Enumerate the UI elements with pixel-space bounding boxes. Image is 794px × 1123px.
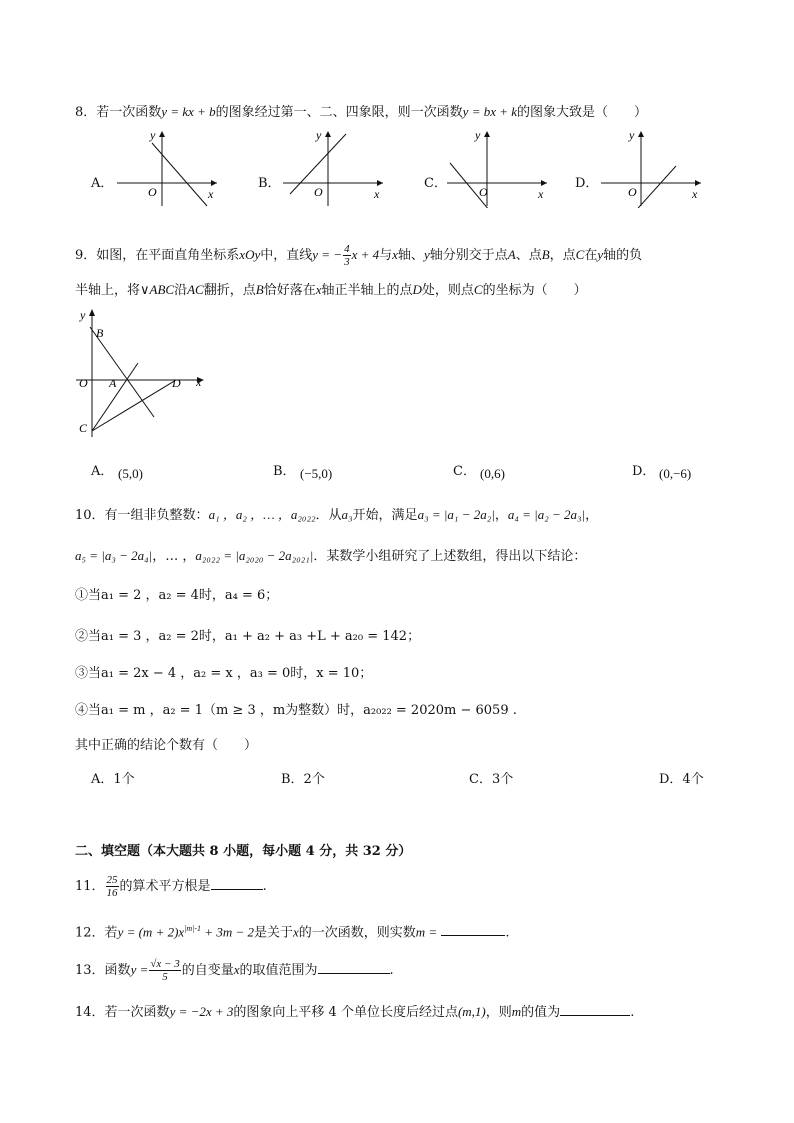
axis-y-label: y	[150, 128, 156, 142]
fig-point-a: A	[109, 376, 117, 390]
q8-stem: 8．若一次函数y = kx + b的图象经过第一、二、四象限，则一次函数y = bx + k的图象大致是（ ）	[75, 104, 648, 120]
q10-option-d[interactable]: D．4个	[659, 772, 704, 787]
axis-x-label: x	[538, 187, 544, 201]
q8-option-c[interactable]: C．	[424, 176, 447, 191]
q8-option-a[interactable]: A．	[91, 176, 114, 191]
q8-graph-a	[112, 128, 222, 208]
q10-option-a[interactable]: A．1个	[91, 772, 135, 787]
fraction-4-3: $\frac{4}{3}$	[344, 243, 350, 268]
fig-origin: O	[79, 376, 88, 390]
q8-graph-b	[278, 128, 388, 208]
q12: 12．若$y = (m + 2)x^{|m|-1} + 3m - 2$是关于x的一次函数，则实数m = .	[75, 924, 510, 941]
q8-graph-c	[442, 128, 552, 208]
q9-option-b[interactable]: B．	[273, 464, 296, 479]
fraction-25-16: $\frac{25}{16}$	[106, 874, 118, 899]
axis-y-label: y	[316, 128, 322, 142]
q10-stem-line1: 10．有一组非负整数：a₁ ，a₂ ，… ，a₂₀₂₂．从a₃开始，满足a₃ = |a₁ − 2a₂|，a₄ = |a₂ − 2a₃|，	[75, 507, 599, 523]
axis-x-label: x	[208, 187, 214, 201]
q9-option-b-value: (−5,0)	[300, 466, 333, 481]
fig-point-b: B	[96, 326, 104, 340]
q9-option-c[interactable]: C．	[453, 464, 476, 479]
q10-conclusion-3: ③当a₁ = 2x − 4 ，a₂ = x ，a₃ = 0时，x = 10；	[75, 666, 373, 681]
q9-stem-line2: 半轴上，将∨ABC沿AC翻折，点B恰好落在x轴正半轴上的点D处，则点C的坐标为（ ）	[75, 282, 587, 298]
section-fill-in-blank-title: 二、填空题（本大题共 8 小题，每小题 4 分，共 32 分）	[75, 844, 412, 859]
q14: 14．若一次函数y = −2x + 3的图象向上平移 4 个单位长度后经过点(m,1)，则m的值为 .	[75, 1004, 635, 1020]
fig-point-c: C	[79, 421, 88, 435]
q11: 11． $\frac{25}{16}$ 的算术平方根是 .	[75, 874, 267, 899]
q13-answer-blank[interactable]	[318, 961, 390, 974]
q11-answer-blank[interactable]	[211, 877, 263, 890]
fig-x-label: x	[196, 375, 202, 389]
q10-question: 其中正确的结论个数有（ ）	[75, 738, 258, 753]
origin-label: O	[479, 185, 488, 199]
origin-label: O	[148, 185, 157, 199]
q9-option-a-value: (5,0)	[118, 466, 143, 481]
axis-y-label: y	[629, 128, 635, 142]
q10-option-c[interactable]: C．3个	[469, 772, 514, 787]
q14-answer-blank[interactable]	[560, 1003, 630, 1016]
q13: 13．函数y = $\frac{√x - 3}{5}$ 的自变量x的取值范围为 .	[75, 958, 394, 983]
q9-stem-line1: 9．如图，在平面直角坐标系xOy中，直线y = − $\frac{4}{3}$ x + 4与x轴、y轴分别交于点A、点B，点C在y轴的负	[75, 243, 643, 268]
q9-option-d-value: (0,−6)	[659, 466, 692, 481]
q9-option-d[interactable]: D．	[632, 464, 656, 479]
q8-graph-d	[596, 128, 706, 208]
fig-y-label: y	[80, 308, 86, 322]
fig-point-d: D	[172, 376, 181, 390]
q8-option-b[interactable]: B．	[258, 176, 281, 191]
q9-figure	[72, 305, 212, 445]
q10-conclusion-2: ②当a₁ = 3 ，a₂ = 2时，a₁ + a₂ + a₃ +L + a₂₀ = 142；	[75, 629, 421, 644]
axis-x-label: x	[692, 187, 698, 201]
fraction-sqrt-x-minus-3-over-5: $\frac{√x - 3}{5}$	[150, 958, 180, 983]
origin-label: O	[314, 185, 323, 199]
q10-conclusion-4: ④当a₁ = m ，a₂ = 1（m ≥ 3 ，m为整数）时，a₂₀₂₂ = 2020m − 6059 .	[75, 703, 517, 718]
q9-option-a[interactable]: A．	[91, 464, 114, 479]
q9-option-c-value: (0,6)	[480, 466, 505, 481]
q10-stem-line2: a₅ = |a₃ − 2a₄|，… ，a₂₀₂₂ = |a₂₀₂₀ − 2a₂₀₂₁|．某数学小组研究了上述数组，得出以下结论：	[75, 548, 587, 564]
origin-label: O	[628, 185, 637, 199]
axis-y-label: y	[475, 128, 481, 142]
axis-x-label: x	[374, 187, 380, 201]
q8-option-d[interactable]: D．	[575, 176, 599, 191]
q10-conclusion-1: ①当a₁ = 2 ，a₂ = 4时，a₄ = 6；	[75, 588, 279, 603]
q12-answer-blank[interactable]	[441, 923, 505, 936]
q10-option-b[interactable]: B．2个	[281, 772, 325, 787]
